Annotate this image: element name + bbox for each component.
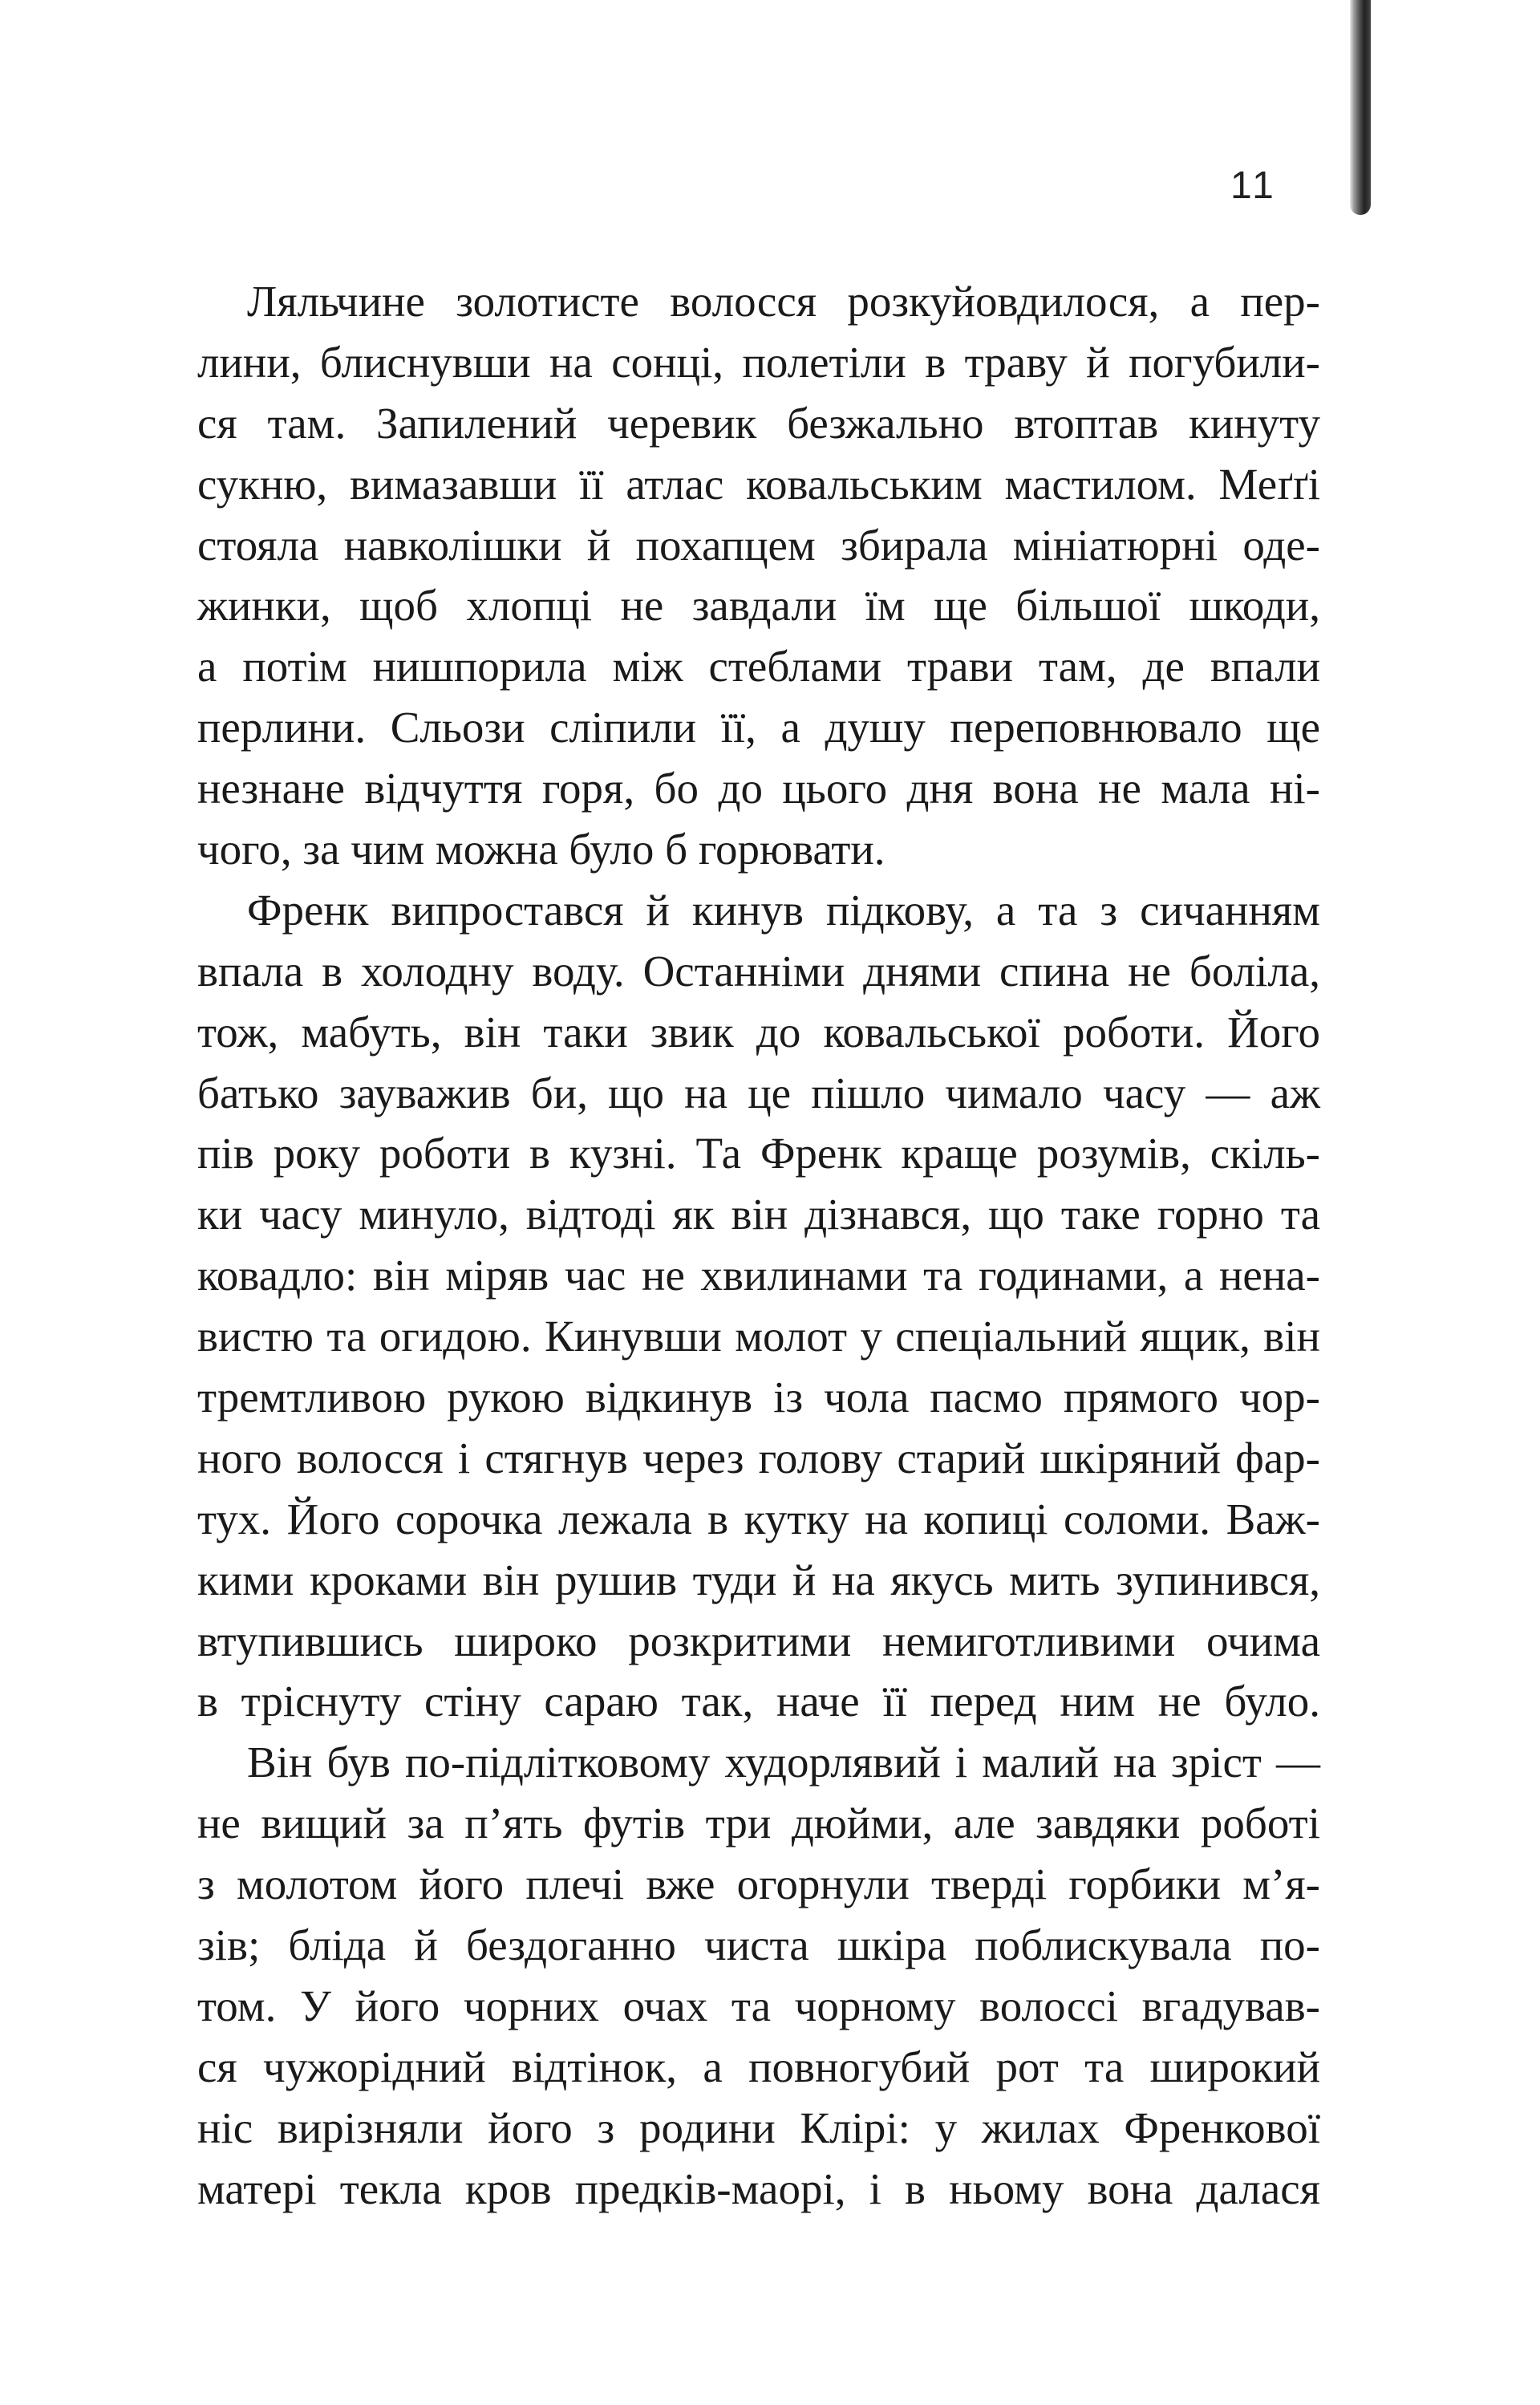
text-line: пів року роботи в кузні. Та Френк краще розумів, скіль- <box>197 1129 1320 1178</box>
text-line: зів; бліда й бездоганно чиста шкіра поблискувала по- <box>197 1920 1320 1970</box>
text-line: сукню, вимазавши її атлас ковальським мастилом. Меґґі <box>197 459 1320 509</box>
text-line: ковадло: він міряв час не хвилинами та годинами, а нена- <box>197 1251 1320 1300</box>
text-line: вистю та огидою. Кинувши молот у спеціальний ящик, він <box>197 1312 1320 1361</box>
text-line: стояла навколішки й похапцем збирала мініатюрні оде- <box>197 520 1320 570</box>
text-line: батько зауважив би, що на це пішло чимало часу — аж <box>197 1068 1320 1117</box>
text-line: ся там. Запилений черевик безжально втоптав кинуту <box>197 398 1320 448</box>
text-line: Він був по-підлітковому худорлявий і малий на зріст — <box>247 1738 1320 1787</box>
text-line: тож, мабуть, він таки звик до ковальської роботи. Його <box>197 1007 1320 1056</box>
text-line: ного волосся і стягнув через голову старий шкіряний фар- <box>197 1433 1320 1482</box>
text-line: а потім нишпорила між стеблами трави там, де впали <box>197 642 1320 691</box>
text-line: чого, за чим можна було б горювати. <box>197 825 886 874</box>
text-line: ки часу минуло, відтоді як він дізнався, що таке горно та <box>197 1190 1320 1239</box>
text-line: ся чужорідний відтінок, а повногубий рот та широкий <box>197 2042 1320 2091</box>
text-line: втупившись широко розкритими немиготливими очима <box>197 1616 1320 1665</box>
text-line: ніс вирізняли його з родини Клірі: у жилах Френкової <box>197 2103 1320 2152</box>
text-line: незнане відчуття горя, бо до цього дня вона не мала ні- <box>197 764 1320 813</box>
text-line: Френк випростався й кинув підкову, а та з сичанням <box>247 885 1320 935</box>
page-number: 11 <box>1230 164 1277 207</box>
page-edge-bar <box>1350 0 1371 215</box>
text-line: впала в холодну воду. Останніми днями спина не боліла, <box>197 946 1320 996</box>
text-line: не вищий за п’ять футів три дюйми, але завдяки роботі <box>197 1799 1320 1848</box>
body-text <box>197 271 1320 2220</box>
text-line: Ляльчине золотисте волосся розкуйовдилося, а пер- <box>247 277 1320 326</box>
text-line: тух. Його сорочка лежала в кутку на копиці соломи. Важ- <box>197 1494 1320 1543</box>
text-line: перлини. Сльози сліпили її, а душу переповнювало ще <box>197 703 1320 752</box>
text-line: в тріснуту стіну сараю так, наче її перед ним не було. <box>197 1677 1320 1726</box>
text-line: жинки, щоб хлопці не завдали їм ще більшої шкоди, <box>197 581 1320 631</box>
text-line: матері текла кров предків-маорі, і в ньому вона далася <box>197 2164 1320 2213</box>
text-line: кими кроками він рушив туди й на якусь мить зупинився, <box>197 1555 1320 1604</box>
text-line: лини, блиснувши на сонці, полетіли в траву й погубили- <box>197 337 1320 387</box>
text-line: тремтливою рукою відкинув із чола пасмо прямого чор- <box>197 1373 1320 1422</box>
text-line: з молотом його плечі вже огорнули тверді горбики м’я- <box>197 1860 1320 1909</box>
text-line: том. У його чорних очах та чорному волоссі вгадував- <box>197 1981 1320 2030</box>
